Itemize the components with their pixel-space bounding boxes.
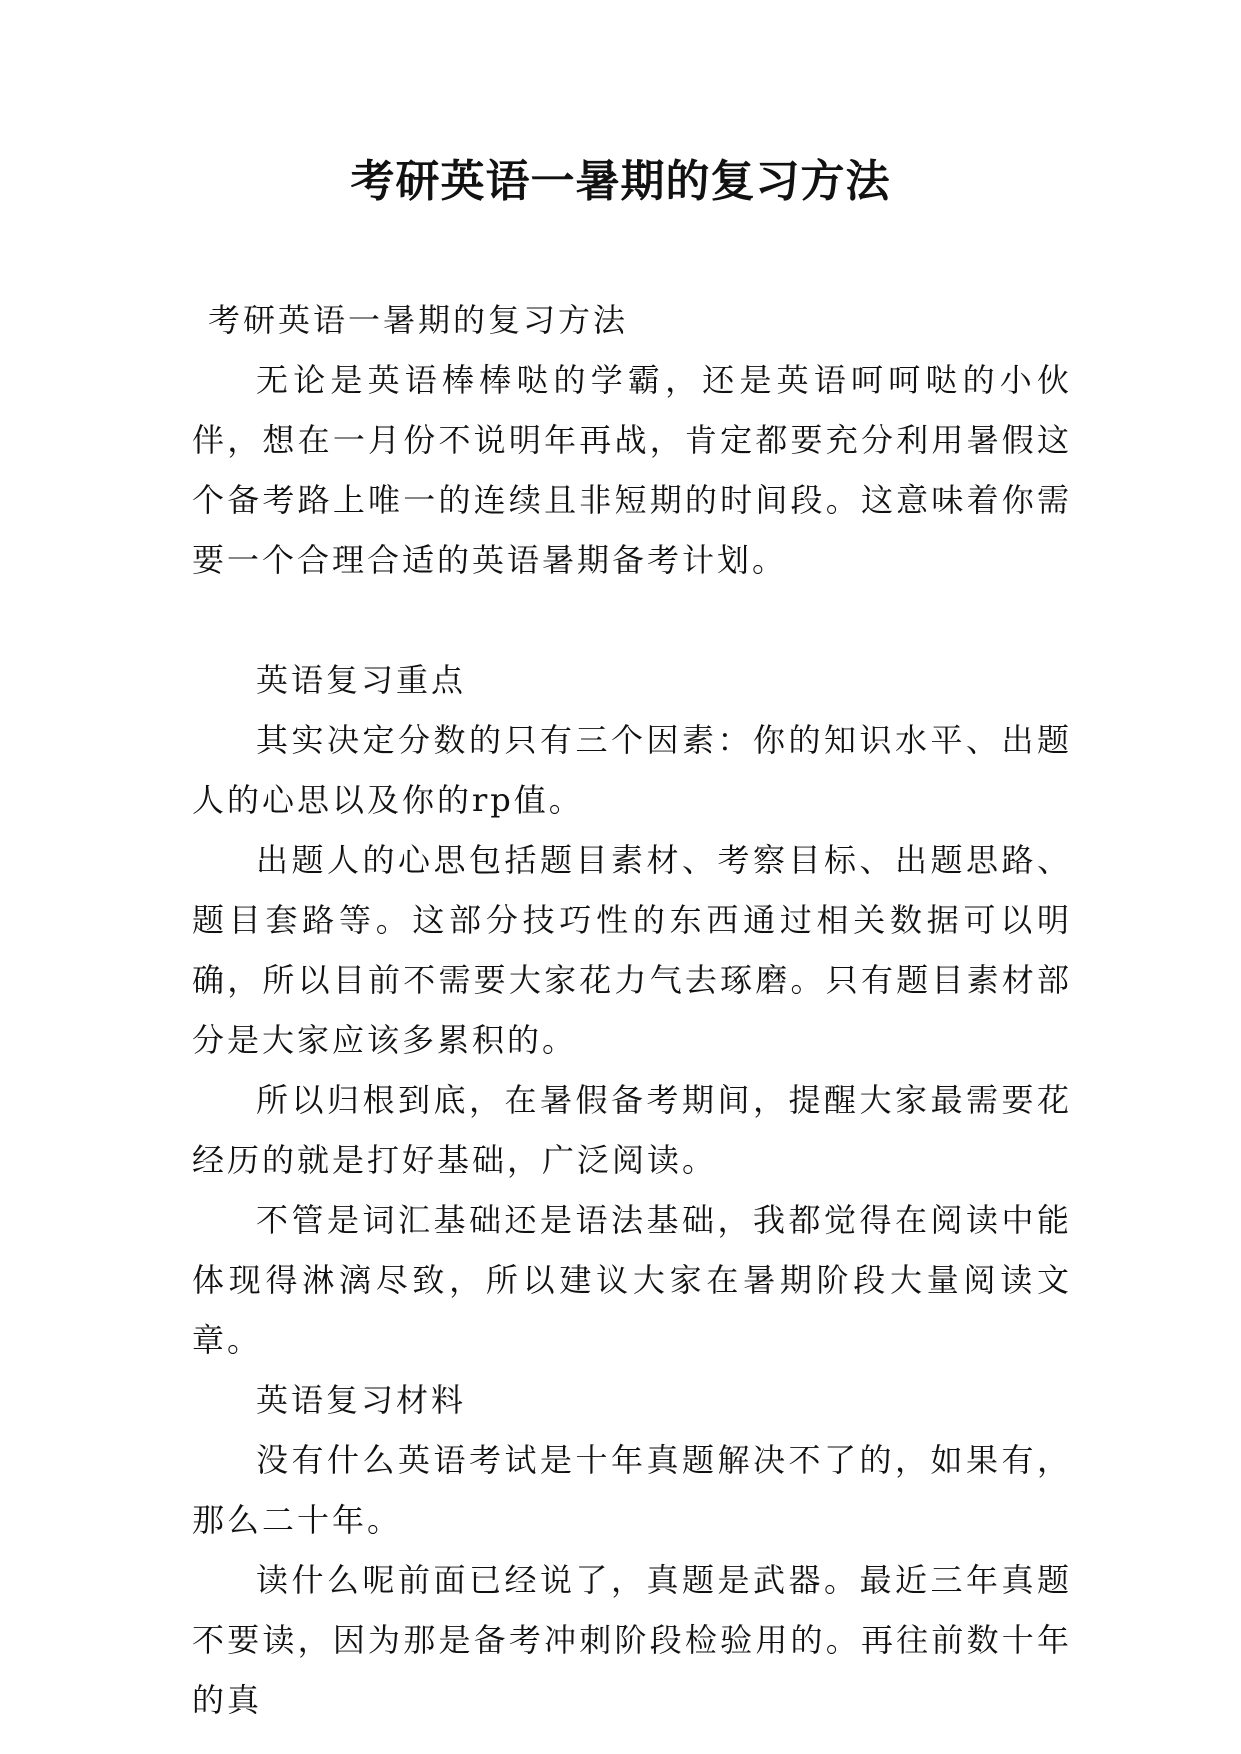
subtitle-paragraph: 考研英语一暑期的复习方法 [208, 301, 629, 339]
paragraph-what-to-read: 读什么呢前面已经说了，真题是武器。最近三年真题不要读，因为那是备考冲刺阶段检验用的。再往前数十年的真 [192, 1561, 1072, 1719]
section-heading-review-focus: 英语复习重点 [256, 661, 467, 699]
paragraph-examiner-thoughts: 出题人的心思包括题目素材、考察目标、出题思路、题目套路等。这部分技巧性的东西通过相关数据可以明确，所以目前不需要大家花力气去琢磨。只有题目素材部分是大家应该多累积的。 [192, 841, 1072, 1059]
intro-paragraph: 无论是英语棒棒哒的学霸，还是英语呵呵哒的小伙伴，想在一月份不说明年再战，肯定都要充分利用暑假这个备考路上唯一的连续且非短期的时间段。这意味着你需要一个合理合适的英语暑期备考计划。 [192, 361, 1072, 579]
section-heading-review-materials: 英语复习材料 [256, 1381, 467, 1419]
document-body [192, 290, 1072, 1730]
paragraph-summer-basics: 所以归根到底，在暑假备考期间，提醒大家最需要花经历的就是打好基础，广泛阅读。 [192, 1081, 1072, 1179]
paragraph-score-factors: 其实决定分数的只有三个因素：你的知识水平、出题人的心思以及你的rp值。 [192, 721, 1072, 819]
document-title: 考研英语一暑期的复习方法 [350, 156, 891, 207]
paragraph-reading-advice: 不管是词汇基础还是语法基础，我都觉得在阅读中能体现得淋漓尽致，所以建议大家在暑期阶段大量阅读文章。 [192, 1201, 1072, 1359]
paragraph-past-papers: 没有什么英语考试是十年真题解决不了的，如果有，那么二十年。 [192, 1441, 1072, 1539]
